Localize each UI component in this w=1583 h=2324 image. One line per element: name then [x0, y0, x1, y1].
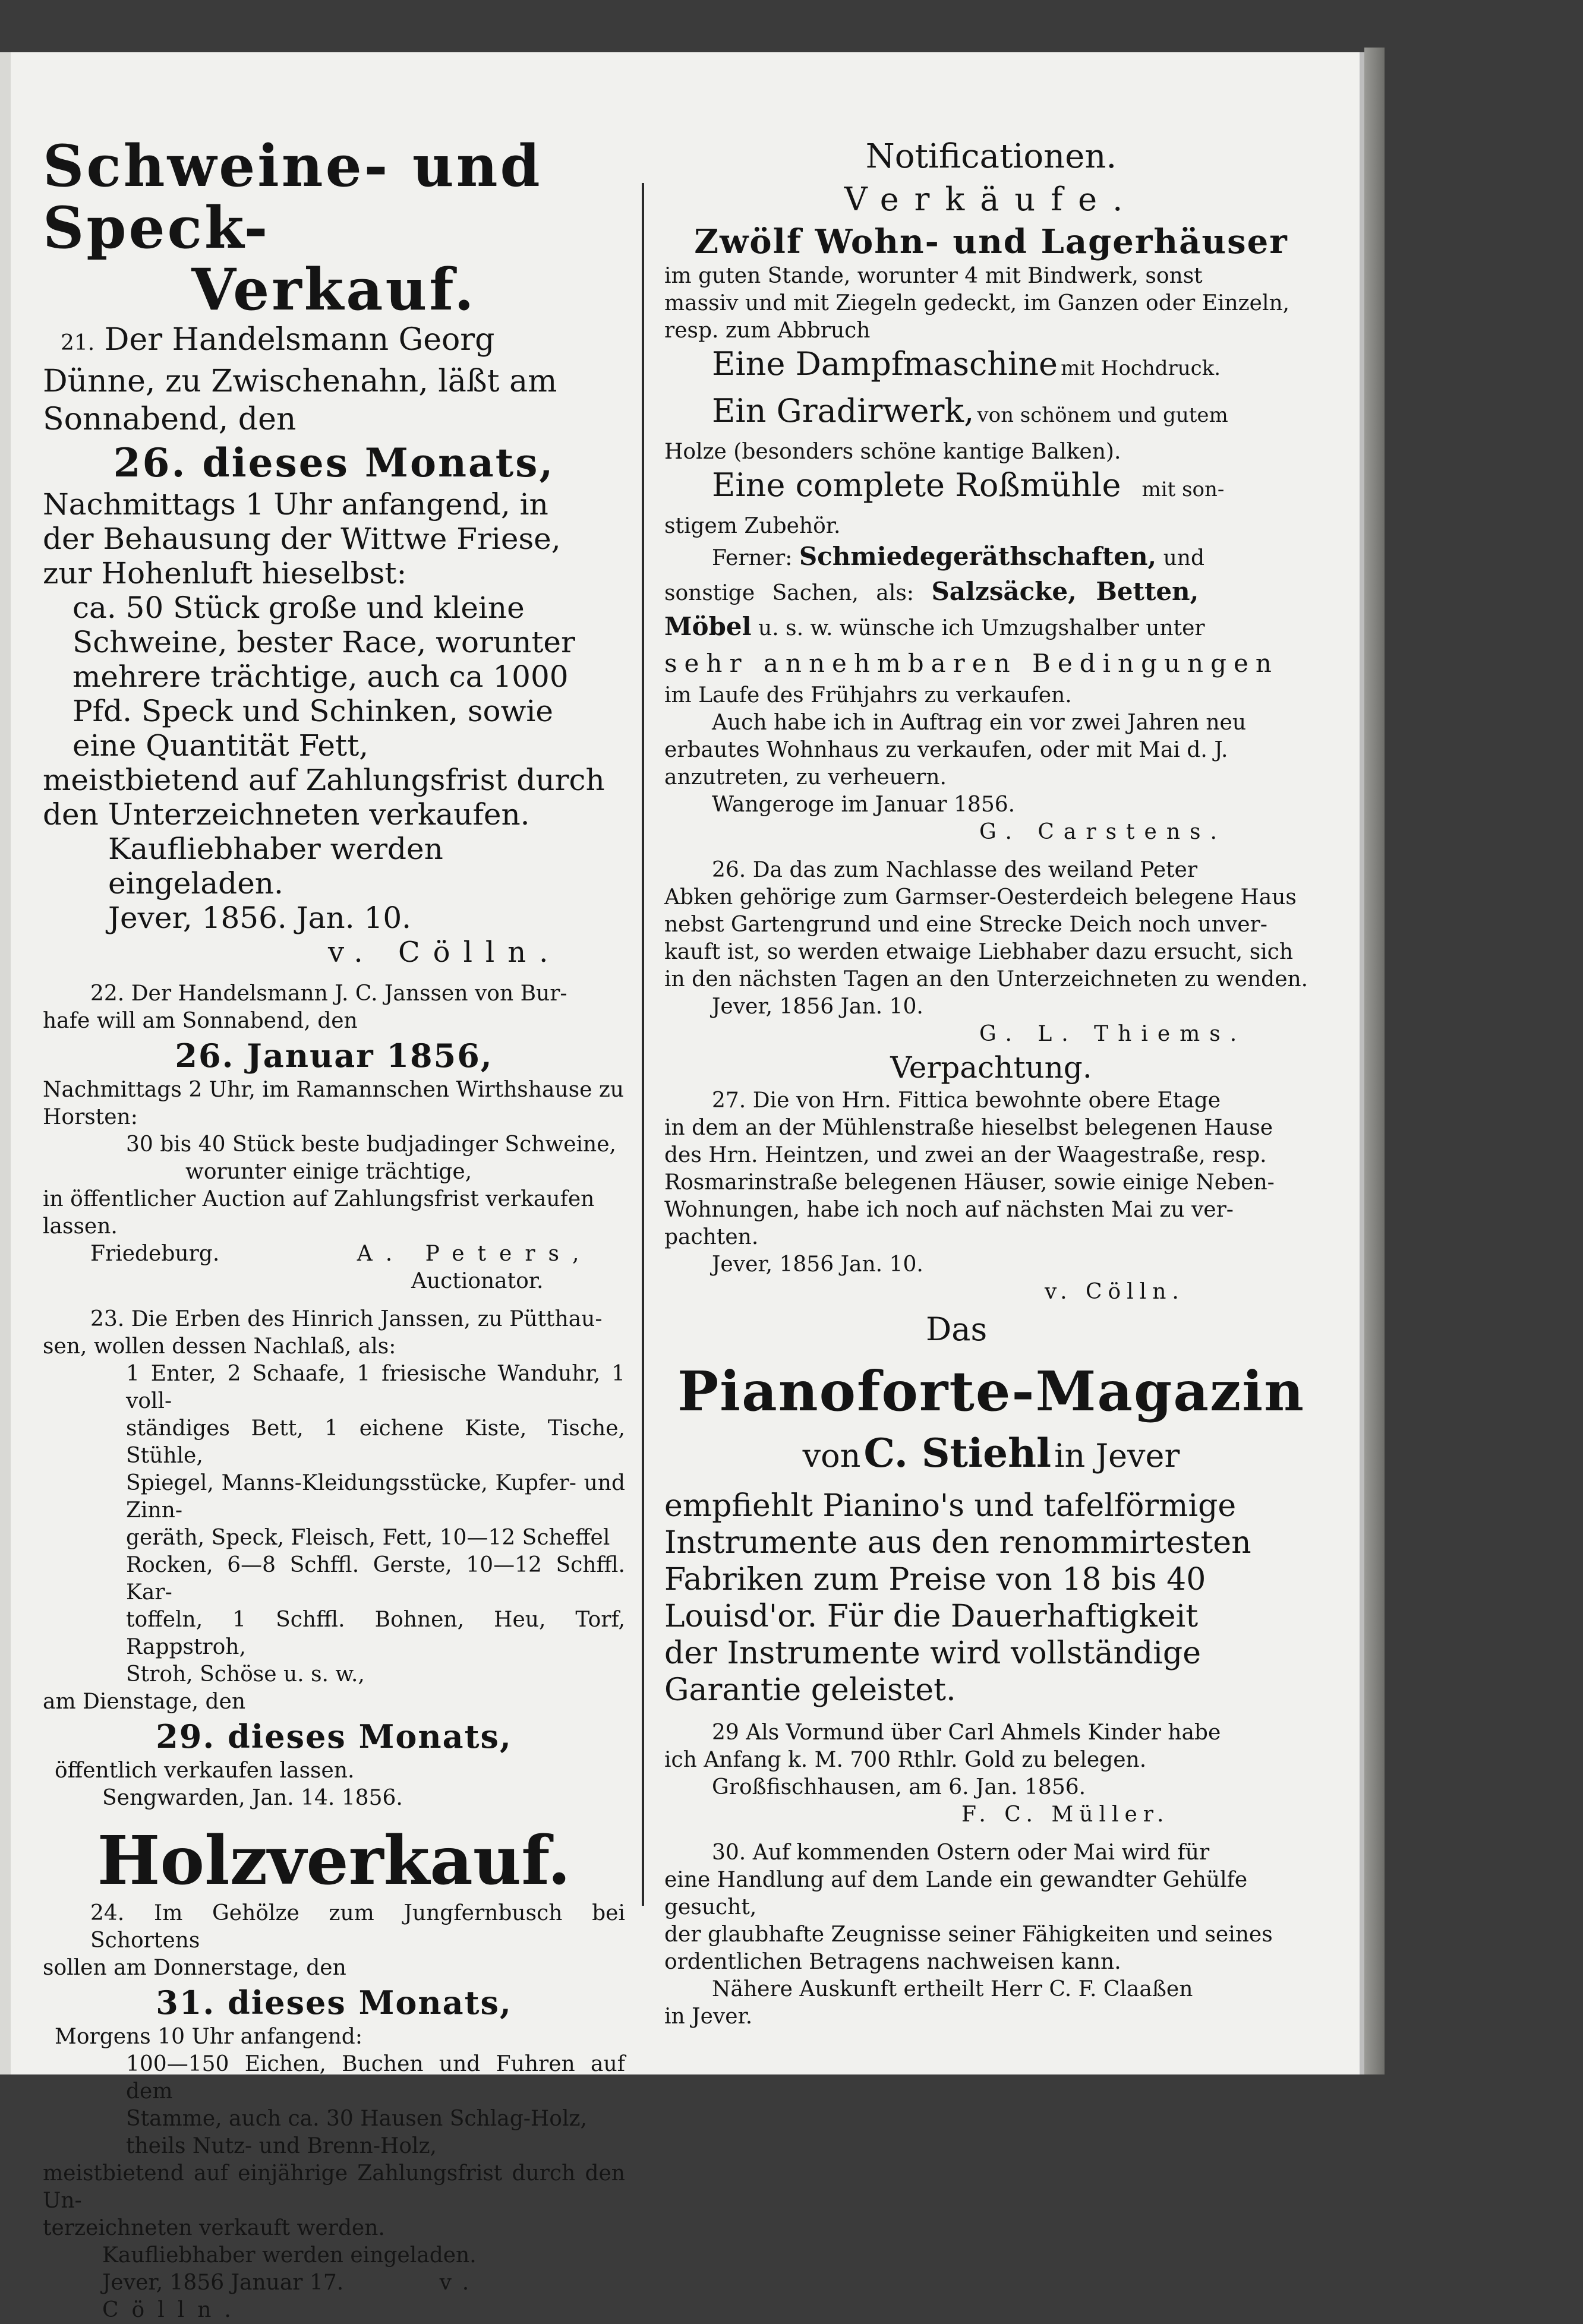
ad27-line3: des Hrn. Heintzen, und zwei an der Waagestraße, resp. — [664, 1143, 1267, 1167]
ad21-line8: eine Quantität Fett, — [72, 728, 369, 763]
ad30-line3: der glaubhafte Zeugnisse seiner Fähigkeiten und seines — [664, 1922, 1273, 1947]
ad28-line4: Louisd'or. Für die Dauerhaftigkeit — [664, 1599, 1199, 1634]
ad29-place: Großfischhausen, am 6. Jan. 1856. — [712, 1775, 1086, 1799]
ad24-line6: theils Nutz- und Brenn-Holz, — [126, 2134, 437, 2158]
ad22-line6: worunter einige trächtige, — [185, 1160, 472, 1184]
ad25-line4: Holze (besonders schöne kantige Balken). — [664, 440, 1121, 464]
ad25-title: Zwölf Wohn- und Lagerhäuser — [694, 222, 1288, 261]
ad21-date: 26. dieses Monats, — [113, 440, 555, 486]
ad25-item1: Eine Dampfmaschine mit Hochdruck. — [712, 345, 1221, 383]
ad28-line5: der Instrumente wird vollständige — [664, 1635, 1201, 1671]
ad-25 — [664, 221, 1318, 846]
ad28-line1: empfiehlt Pianino's und tafelförmige — [664, 1488, 1237, 1524]
ad27-line5: Wohnungen, habe ich noch auf nächsten Mai zu ver- — [664, 1198, 1234, 1222]
ad28-line2: Instrumente aus den renommirtesten — [664, 1525, 1251, 1561]
ad22-line5: 30 bis 40 Stück beste budjadinger Schweine, — [126, 1132, 616, 1157]
ad-29 — [664, 1719, 1318, 1829]
ad24-line1: 24. Im Gehölze zum Jungfernbusch bei Schortens — [90, 1901, 625, 1953]
ad22-role: Auctionator. — [411, 1269, 544, 1293]
ad26-line2: Abken gehörige zum Garmser-Oesterdeich belegene Haus — [664, 885, 1297, 910]
ad-30 — [664, 1839, 1318, 2031]
ad21-place: Jever, 1856. Jan. 10. — [108, 901, 412, 935]
ad28-das: Das — [926, 1311, 988, 1348]
ad25-line12: erbautes Wohnhaus zu verkaufen, oder mit Mai d. J. — [664, 738, 1228, 762]
ad-26 — [664, 857, 1318, 1048]
ad30-line4: ordentlichen Betragens nachweisen kann. — [664, 1950, 1121, 1974]
ad25-line3: resp. zum Abbruch — [664, 318, 871, 343]
ad25-line13: anzutreten, zu verheuern. — [664, 765, 947, 790]
ad23-line11: öffentlich verkaufen lassen. — [55, 1758, 355, 1783]
ad23-line1: 23. Die Erben des Hinrich Janssen, zu Pütthau- — [90, 1307, 603, 1331]
section-heading-sales: Verkäufe. — [844, 181, 1139, 218]
ad23-place: Sengwarden, Jan. 14. 1856. — [102, 1786, 403, 1810]
section-heading-notifications: Notificationen. — [865, 137, 1117, 176]
ad24-line7: meistbietend auf einjährige Zahlungsfrist durch den Un- — [43, 2161, 625, 2213]
ad21-intro2: Dünne, zu Zwischenahn, läßt am — [43, 364, 557, 399]
ad22-line1: 22. Der Handelsmann J. C. Janssen von Bur- — [90, 981, 567, 1006]
ad23-date: 29. dieses Monats, — [156, 1717, 512, 1755]
ad28-von: von C. Stiehl in Jever — [802, 1430, 1180, 1476]
ad24-line4: 100—150 Eichen, Buchen und Fuhren auf dem — [126, 2052, 625, 2104]
ad22-line2: hafe will am Sonnabend, den — [43, 1009, 358, 1033]
ad25-line10: im Laufe des Frühjahrs zu verkaufen. — [664, 683, 1072, 708]
ad21-line9: meistbietend auf Zahlungsfrist durch — [43, 763, 605, 797]
ad-27 — [664, 1048, 1318, 1306]
ad21-line11: Kaufliebhaber werden eingeladen. — [108, 832, 443, 901]
ad25-place: Wangeroge im Januar 1856. — [712, 792, 1016, 817]
ad21-line4: ca. 50 Stück große und kleine — [72, 591, 525, 625]
ad22-date: 26. Januar 1856, — [175, 1037, 493, 1075]
ad25-line6: Ferner: Schmiedegeräthschaften, und — [712, 542, 1205, 571]
ad24-line3: Morgens 10 Uhr anfangend: — [55, 2025, 362, 2049]
ad24-line8: terzeichneten verkauft werden. — [43, 2216, 385, 2240]
ad24-line9: Kaufliebhaber werden eingeladen. — [102, 2243, 477, 2268]
ad22-line7: in öffentlicher Auction auf Zahlungsfrist verkaufen lassen. — [43, 1187, 595, 1239]
ad26-line5: in den nächsten Tagen an den Unterzeichneten zu wenden. — [664, 967, 1308, 992]
ad25-line8: Möbel u. s. w. wünsche ich Umzugshalber unter — [664, 612, 1205, 641]
ad23-line10: am Dienstage, den — [43, 1690, 246, 1714]
ad25-line5: stigem Zubehör. — [664, 514, 841, 538]
ad25-line1: im guten Stande, worunter 4 mit Bindwerk, sonst — [664, 264, 1203, 288]
ad21-line7: Pfd. Speck und Schinken, sowie — [72, 694, 553, 728]
ad-21 — [43, 132, 625, 970]
ad29-line1: 29 Als Vormund über Carl Ahmels Kinder habe — [712, 1720, 1221, 1745]
ad29-line2: ich Anfang k. M. 700 Rthlr. Gold zu belegen. — [664, 1748, 1147, 1772]
ad30-line6: in Jever. — [664, 2004, 753, 2029]
ad25-line11: Auch habe ich in Auftrag ein vor zwei Jahren neu — [712, 711, 1247, 735]
ad27-line2: in dem an der Mühlenstraße hieselbst belegenen Hause — [664, 1116, 1273, 1140]
ad24-signature: v. Cölln. — [102, 2271, 483, 2322]
ad27-place: Jever, 1856 Jan. 10. — [712, 1252, 923, 1277]
ad22-line4: Horsten: — [43, 1105, 138, 1129]
column-divider — [642, 183, 644, 1906]
ad26-line3: nebst Gartengrund und eine Strecke Deich noch unver- — [664, 912, 1267, 937]
ad25-signature: G. Carstens. — [979, 820, 1226, 844]
ad25-item3: Eine complete Roßmühle mit son- — [712, 466, 1225, 504]
ad24-place-sign — [43, 2269, 625, 2324]
ad27-line1: 27. Die von Hrn. Fittica bewohnte obere Etage — [712, 1088, 1221, 1113]
ad28-line6: Garantie geleistet. — [664, 1672, 956, 1708]
ad28-line3: Fabriken zum Preise von 18 bis 40 — [664, 1562, 1206, 1597]
ad24-date: 31. dieses Monats, — [156, 1984, 512, 2022]
left-column — [43, 132, 625, 2322]
ad21-signature: v. Cölln. — [328, 936, 562, 969]
book-spine — [1364, 48, 1385, 2074]
ad21-title-line2: Verkauf. — [191, 256, 477, 323]
ad-28 — [664, 1306, 1318, 1709]
ad25-item2: Ein Gradirwerk, von schönem und gutem — [712, 392, 1228, 430]
ad29-signature: F. C. Müller. — [961, 1802, 1170, 1827]
ad24-title: Holzverkauf. — [97, 1822, 571, 1900]
ad27-line4: Rosmarinstraße belegenen Häuser, sowie einige Neben- — [664, 1170, 1275, 1195]
ad26-place: Jever, 1856 Jan. 10. — [712, 994, 923, 1019]
newspaper-page — [0, 52, 1364, 2322]
ad21-line10: den Unterzeichneten verkaufen. — [43, 797, 530, 832]
ad26-line4: kauft ist, so werden etwaige Liebhaber dazu ersucht, sich — [664, 940, 1294, 964]
ad22-line3: Nachmittags 2 Uhr, im Ramannschen Wirthshause zu — [43, 1078, 624, 1102]
ad23-line5: Spiegel, Manns-Kleidungsstücke, Kupfer- und Zinn- — [126, 1471, 625, 1523]
ad30-line5: Nähere Auskunft ertheilt Herr C. F. Claaßen — [712, 1977, 1193, 2001]
ad23-line7: Rocken, 6—8 Schffl. Gerste, 10—12 Schffl. Kar- — [126, 1553, 625, 1605]
ad24-line2: sollen am Donnerstage, den — [43, 1956, 346, 1980]
ad27-signature: v. Cölln. — [1045, 1280, 1185, 1304]
ad21-line6: mehrere trächtige, auch ca 1000 — [72, 659, 569, 694]
ad23-line4: ständiges Bett, 1 eichene Kiste, Tische, Stühle, — [126, 1416, 625, 1468]
ad22-signature: A. Peters, — [357, 1242, 592, 1266]
ad25-line9: sehr annehmbaren Bedingungen — [664, 649, 1279, 678]
ad24-line5: Stamme, auch ca. 30 Hausen Schlag-Holz, — [126, 2107, 587, 2131]
ad21-line5: Schweine, bester Race, worunter — [72, 625, 575, 659]
ad26-signature: G. L. Thiems. — [979, 1022, 1247, 1046]
right-column — [664, 135, 1318, 2029]
ad28-title: Pianoforte-Magazin — [677, 1359, 1305, 1423]
ad24-place: Jever, 1856 Januar 17. — [102, 2271, 344, 2295]
ad21-intro3: Sonnabend, den — [43, 402, 297, 437]
ad21-intro1: 21. Der Handelsmann Georg — [61, 322, 495, 358]
ad26-line1: 26. Da das zum Nachlasse des weiland Peter — [712, 858, 1198, 882]
ad23-line3: 1 Enter, 2 Schaafe, 1 friesische Wanduhr, 1 voll- — [126, 1362, 625, 1413]
ad27-line6: pachten. — [664, 1225, 759, 1249]
ad21-line3: zur Hohenluft hieselbst: — [43, 556, 407, 591]
ad23-line8: toffeln, 1 Schffl. Bohnen, Heu, Torf, Rappstroh, — [126, 1608, 625, 1659]
ad25-line7: sonstige Sachen, als: Salzsäcke, Betten, — [664, 577, 1199, 606]
ad-24 — [43, 1823, 625, 2324]
ad22-place: Friedeburg. — [90, 1242, 220, 1266]
ad-23 — [43, 1306, 625, 1812]
ad21-line2: der Behausung der Wittwe Friese, — [43, 522, 561, 556]
ad21-line1: Nachmittags 1 Uhr anfangend, in — [43, 487, 548, 522]
ad22-place-sign — [43, 1240, 625, 1268]
ad23-line6: geräth, Speck, Fleisch, Fett, 10—12 Scheffel — [126, 1526, 610, 1550]
ad30-line2: eine Handlung auf dem Lande ein gewandter Gehülfe gesucht, — [664, 1868, 1248, 1919]
ad25-line2: massiv und mit Ziegeln gedeckt, im Ganzen oder Einzeln, — [664, 291, 1290, 315]
ad21-number: 21. — [61, 331, 95, 355]
ad21-title-line1: Schweine- und Speck- — [43, 132, 543, 261]
ad23-line9: Stroh, Schöse u. s. w., — [126, 1662, 365, 1687]
ad30-line1: 30. Auf kommenden Ostern oder Mai wird für — [712, 1840, 1210, 1865]
ad-22 — [43, 980, 625, 1295]
ad23-line2: sen, wollen dessen Nachlaß, als: — [43, 1334, 396, 1359]
ad27-title: Verpachtung. — [890, 1050, 1092, 1085]
